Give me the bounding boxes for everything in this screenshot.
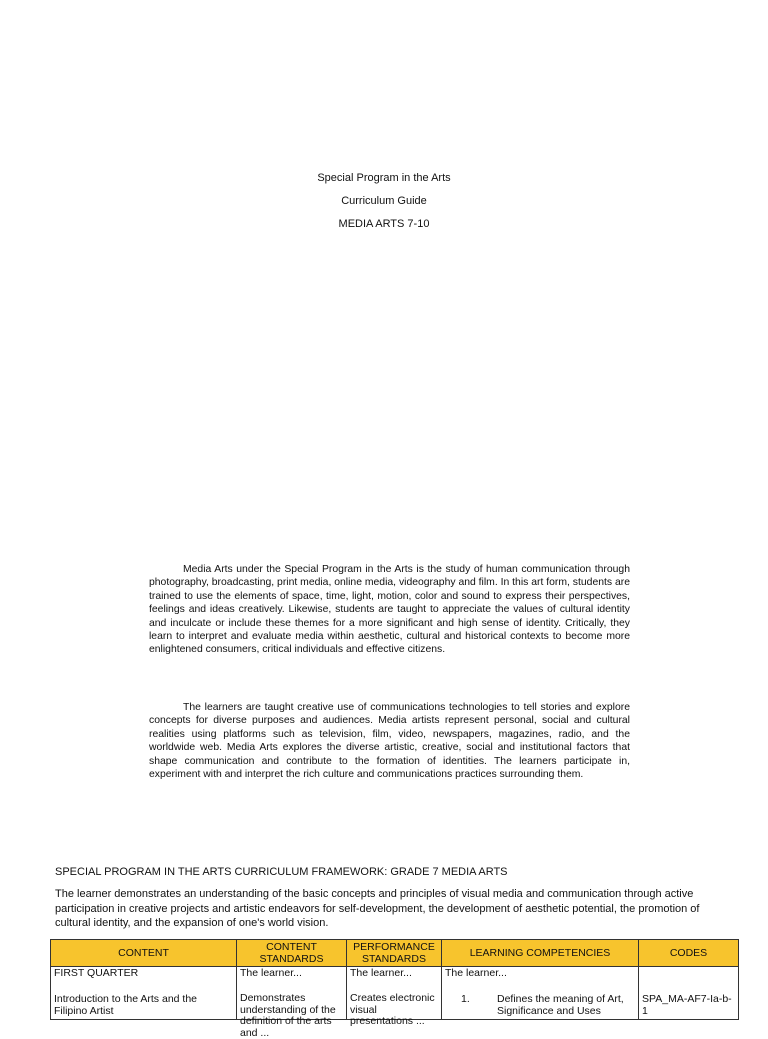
curriculum-table — [50, 939, 739, 1039]
table-header-row — [51, 940, 739, 967]
intro-paragraph-1: Media Arts under the Special Program in the Arts is the study of human communication through photography, broadcasting, print media, online media, videography and film. In this art form, students are trained to use the elements of space, time, light, motion, color and sound to express their perspectives, feelings and ideas creatively. Likewise, students are taught to appreciate the values of cultural identity and inculcate or include these themes for a more significant and high sense of identity. Critically, they learn to interpret and evaluate media within aesthetic, cultural and historical contexts to become more enlightened consumers, critical individuals and effective citizens. — [149, 564, 630, 656]
competencies-lead: The learner... — [445, 967, 507, 979]
content-standards-lead: The learner... — [240, 967, 302, 979]
performance-standards-lead: The learner... — [350, 967, 412, 979]
performance-standards-text: Creates electronic visual presentations ... — [350, 992, 435, 1027]
subject-title: MEDIA ARTS 7-10 — [338, 218, 430, 230]
cell-content — [51, 967, 237, 1020]
cell-code — [639, 967, 739, 1020]
table-row — [51, 967, 739, 1020]
cell-learning-competencies — [442, 967, 639, 1020]
framework-description: The learner demonstrates an understanding of the basic concepts and principles of visual media and communication through active participation in creative projects and artistic endeavors for self-development, the development of aesthetic potential, the promotion of cultural identity, and the expansion of one's world vision. — [55, 888, 700, 930]
header-codes: CODES — [639, 940, 739, 967]
cell-content-standards — [237, 967, 347, 1039]
header-learning-competencies: LEARNING COMPETENCIES — [442, 940, 639, 967]
cell-performance-standards — [347, 967, 442, 1027]
header-content-standards: CONTENT STANDARDS — [237, 940, 347, 967]
competency-item — [445, 993, 635, 1017]
program-title: Special Program in the Arts — [317, 172, 451, 184]
header-performance-standards: PERFORMANCE STANDARDS — [347, 940, 442, 967]
guide-title: Curriculum Guide — [341, 195, 427, 207]
intro-paragraph-2: The learners are taught creative use of communications technologies to tell stories and explore concepts for diverse purposes and audiences. Media artists represent personal, social and cultural realities using platforms such as television, film, video, newspapers, magazines, radio, and the worldwide web. Media Arts explores the diverse artistic, creative, social and institutional factors that shape communication and contribute to the formation of identities. The learners participate in, experiment with and interpret the rich culture and communications practices surrounding them. — [149, 702, 630, 781]
cover-title-block — [0, 171, 768, 240]
content-topic: Introduction to the Arts and the Filipino Artist — [54, 993, 198, 1017]
competency-text: Defines the meaning of Art, Significance and Uses — [497, 993, 624, 1017]
content-standards-text: Demonstrates understanding of the definition of the arts and ... — [240, 992, 336, 1039]
quarter-label: FIRST QUARTER — [54, 967, 139, 979]
competency-number: 1. — [461, 993, 470, 1005]
competency-code: SPA_MA-AF7-Ia-b-1 — [642, 993, 732, 1017]
framework-title: SPECIAL PROGRAM IN THE ARTS CURRICULUM FRAMEWORK: GRADE 7 MEDIA ARTS — [55, 866, 508, 878]
header-content: CONTENT — [51, 940, 237, 967]
